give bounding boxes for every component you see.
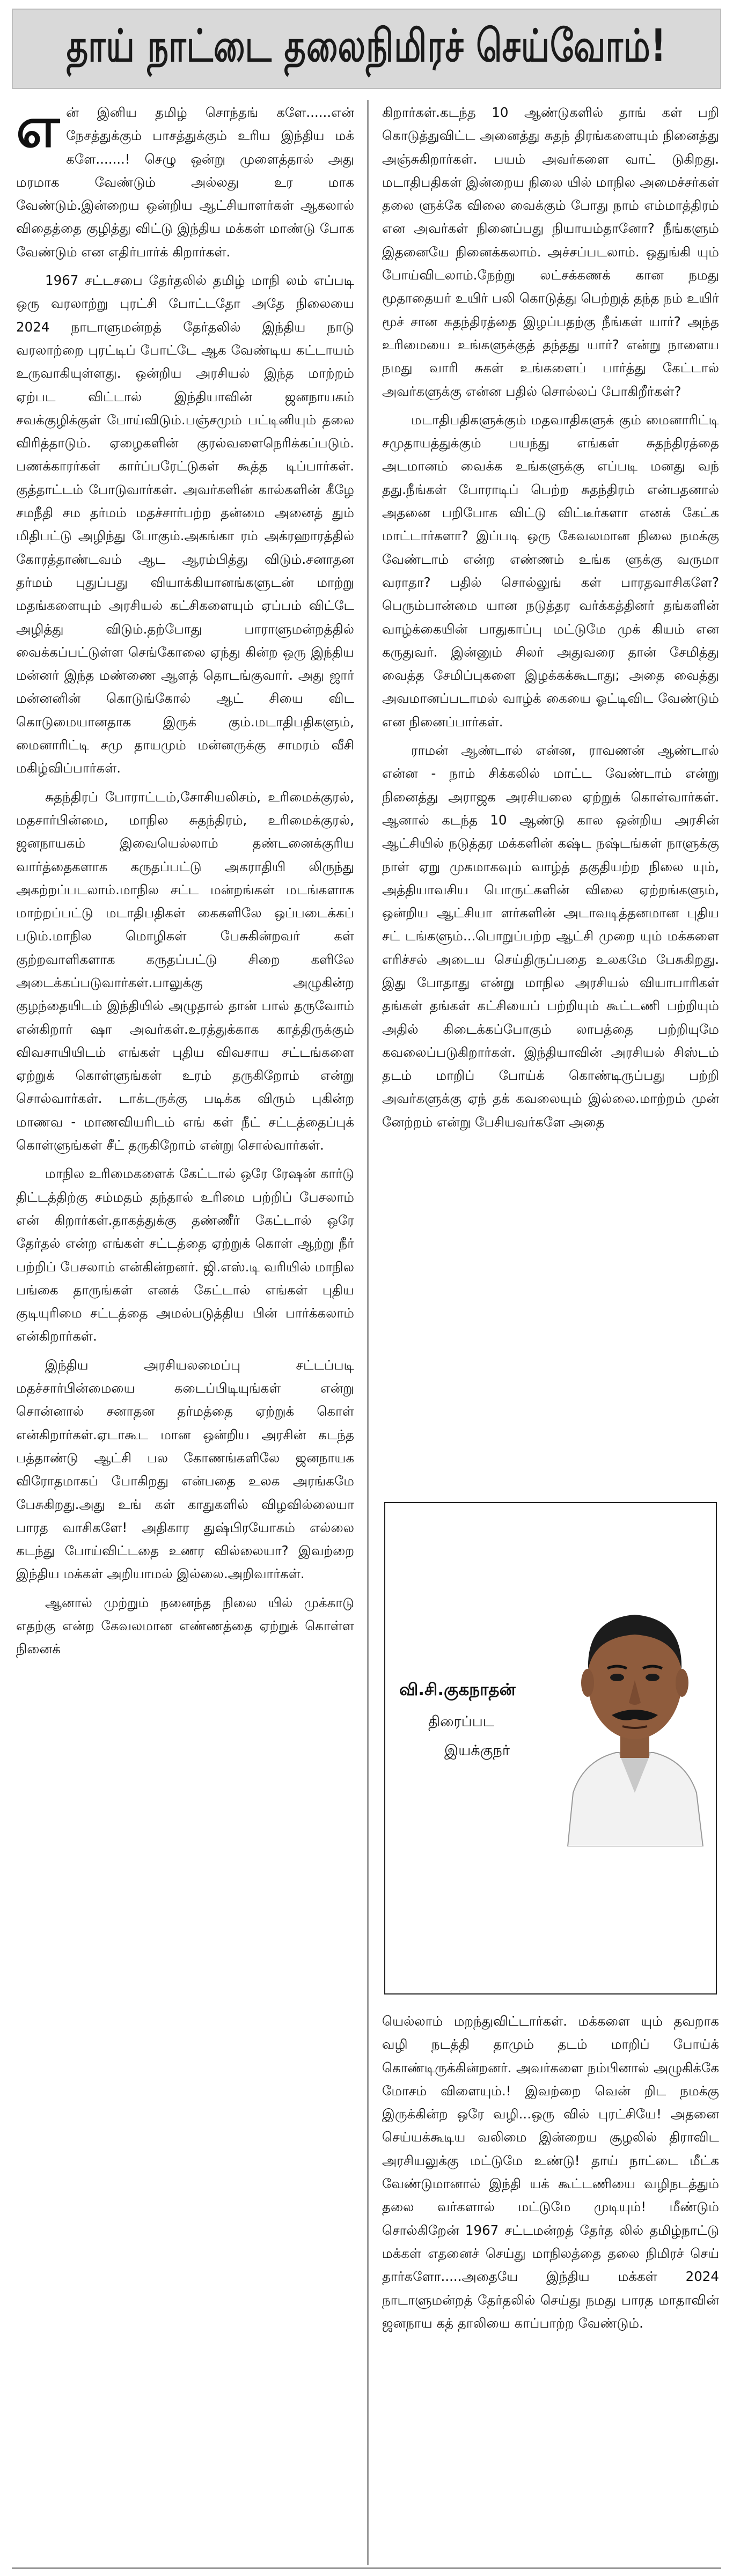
article-paragraph: 1967 சட்டசபை தேர்தலில் தமிழ் மாநி லம் எப்படி ஒரு வரலாற்று புரட்சி போட்டதோ அதே நிலையை 2024 நாடாளுமன்றத் தேர்தலில் இந்திய நாடு வரலாற்றை புரட்டிப் போட்டே ஆக வேண்டிய கட்டாயம் உருவாகியுள்ளது. ஒன்றிய அரசியல் இந்த மாற்றம் ஏற்பட விட்டால் இந்தியாவின் ஜனநாயகம் சவக்குழிக்குள் போய்விடும்.பஞ்சமும் பட்டினியும் தலை விரித்தாடும். ஏழைகளின் குரல்வளைநெரிக்கப்படும். பணக்காரர்கள் கார்ப்பரேட்டுகள் கூத்த டிப்பார்கள். குத்தாட்டம் போடுவார்கள். அவர்களின் கால்களின் கீழே சமநீதி சம தர்மம் மதச்சார்பற்ற தன்மை அனைத் தும் மிதிபட்டு அழிந்து போகும்.அகங்கா ரம் அக்ரஹாரத்தில் கோரத்தாண்டவம் ஆட ஆரம்பித்து விடும்.சனாதன தர்மம் புதுப்பது வியாக்கியானங்களுடன் மாற்று மதங்களையும் அரசியல் கட்சிகளையும் ஏப்பம் விட்டே அழித்து விடும்.தற்போது பாராளுமன்றத்தில் வைக்கப்பட்டுள்ள செங்கோலை ஏந்து கின்ற ஒரு இந்திய மன்னர் இந்த மண்ணை ஆளத் தொடங்குவார். அது ஜார் மன்னனின் கொடுங்கோல் ஆட் சியை விட கொடுமையானதாக இருக் கும்.மடாதிபதிகளும், மைனாரிட்டி சமு தாயமும் மன்னருக்கு சாமரம் வீசி மகிழ்விப்பார்கள். bbox=[16, 273, 354, 776]
article-right-column-continued bbox=[382, 2010, 719, 2562]
drop-cap: எ bbox=[16, 94, 60, 160]
author-role: திரைப்பட bbox=[428, 1713, 495, 1730]
author-role-line2: இயக்குநர் bbox=[444, 1742, 510, 1759]
article-paragraph: இந்திய அரசியலமைப்பு சட்டப்படி மதச்சார்பின்மையை கடைப்பிடியுங்கள் என்று சொன்னால் சனாதன தர்மத்தை ஏற்றுக் கொள் என்கிறார்கள்.ஏடாகூட மான ஒன்றிய அரசின் கடந்த பத்தாண்டு ஆட்சி பல கோணங்களிலே ஜனநாயக விரோதமாகப் போகிறது என்பதை உலக அரங்கமே பேசுகிறது.அது உங் கள் காதுகளில் விழவில்லையா பாரத வாசிகளே! அதிகார துஷ்பிரயோகம் எல்லை கடந்து போய்விட்டதை உணர வில்லையா? இவற்றை இந்திய மக்கள் அறியாமல் இல்லை.அறிவார்கள். bbox=[16, 1357, 354, 1582]
article-paragraph: மடாதிபதிகளுக்கும் மதவாதிகளுக் கும் மைனாரிட்டி சமுதாயத்துக்கும் பயந்து எங்கள் சுதந்திரத்தை அடமானம் வைக்க உங்களுக்கு எப்படி மனது வந் தது.நீங்கள் போராடிப் பெற்ற சுதந்திரம் என்பதனால் அதனை பறிபோக விட்டு விட்டீர்களா எனக் கேட்க மாட்டார்களா? இப்படி ஒரு கேவலமான நிலை நமக்கு வேண்டாம் என்ற எண்ணம் உங்க ளுக்கு வருமா வராதா? பதில் சொல்லுங் கள் பாரதவாசிகளே? பெரும்பான்மை யான நடுத்தர வர்க்கத்தினர் தங்களின் வாழ்க்கையின் பாதுகாப்பு மட்டுமே முக் கியம் என கருதுவர். இன்னும் சிலர் அதுவரை தான் சேமித்து வைத்த சேமிப்புகளை இழக்கக்கூடாது; அதை வைத்து அவமானப்படாமல் வாழ்க் கையை ஓட்டிவிட வேண்டும் என நினைப்பார்கள். bbox=[382, 411, 719, 730]
article-paragraph: ஆனால் முற்றும் நனைந்த நிலை யில் முக்காடு எதற்கு என்ற கேவலமான எண்ணத்தை ஏற்றுக் கொள்ள நினைக் bbox=[16, 1594, 354, 1657]
author-name: வி.சி.குகநாதன் bbox=[399, 1680, 516, 1699]
paragraph-text: ன் இனிய தமிழ் சொந்தங் களே......என் நேசத்துக்கும் பாசத்துக்கும் உரிய இந்திய மக் களே.......! செழு ஒன்று முளைத்தால் அது மரமாக வேண்டும் அல்லது உர மாக வேண்டும்.இன்றைய ஒன்றிய ஆட்சியாளர்கள் ஆகலால் விதைத்தை குழித்து விட்டு இந்திய மக்கள் மாண்டு போக வேண்டும் என எதிர்பார்க் கிறார்கள். bbox=[16, 105, 354, 260]
author-box bbox=[384, 1502, 717, 1994]
article-paragraph: ராமன் ஆண்டால் என்ன, ராவணன் ஆண்டால் என்ன - நாம் சிக்கலில் மாட்ட வேண்டாம் என்று நினைத்து அராஜக அரசியலை ஏற்றுக் கொள்வார்கள். ஆனால் கடந்த 10 ஆண்டு கால ஒன்றிய அரசின் ஆட்சியில் நடுத்தர மக்களின் கஷ்ட நஷ்டங்கள் நாளுக்கு நாள் ஏறு முகமாகவும் வாழ்த் தகுதியற்ற நிலை யும், அத்தியாவசிய பொருட்களின் விலை ஏற்றங்களும், ஒன்றிய ஆட்சியா ளர்களின் அடாவடித்தனமான புதிய சட் டங்களும்...பொறுப்பற்ற ஆட்சி முறை யும் மக்களை எரிச்சல் அடைய செய்திருப்பதை உலகமே பேசுகிறது. இது போதாது என்று மாநில அரசியல் வியாபாரிகள் தங்கள் தங்கள் கட்சியைப் பற்றியும் கூட்டணி பற்றியும் அதில் கிடைக்கப்போகும் லாபத்தை பற்றியுமே கவலைப்படுகிறார்கள். இந்தியாவின் அரசியல் சிஸ்டம் தடம் மாறிப் போய்க் கொண்டிருப்பது பற்றி அவர்களுக்கு ஏந் தக் கவலையும் இல்லை.மாற்றம் முன் னேற்றம் என்று பேசியவர்களே அதை bbox=[382, 742, 719, 1130]
article-paragraph: கிறார்கள்.கடந்த 10 ஆண்டுகளில் தாங் கள் பறி கொடுத்துவிட்ட அனைத்து சுதந் திரங்களையும் நினைத்து அஞ்சுகிறார்கள். பயம் அவர்களை வாட் டுகிறது. மடாதிபதிகள் இன்றைய நிலை யில் மாநில அமைச்சர்கள் தலை ளுக்கே விலை வைக்கும் போது நாம் எம்மாத்திரம் என அவர்கள் நினைப்பது நியாயம்தானோ? நீங்களும் இதனையே நினைக்கலாம். அச்சப்படலாம். ஒதுங்கி யும் போய்விடலாம்.நேற்று லட்சக்கணக் கான நமது மூதாதையர் உயிர் பலி கொடுத்து பெற்றுத் தந்த நம் உயிர் மூச் சான சுதந்திரத்தை இழப்பதற்கு நீங்கள் யார்? அந்த உரிமையை உங்களுக்குத் தந்தது யார்? என்று நாளைய நமது வாரி சுகள் உங்களைப் பார்த்து கேட்டால் அவர்களுக்கு என்ன பதில் சொல்லப் போகிறீர்கள்? bbox=[382, 105, 719, 399]
bottom-rule bbox=[12, 2567, 721, 2569]
article-paragraph bbox=[16, 94, 354, 263]
article-paragraph: சுதந்திரப் போராட்டம்,சோசியலிசம், உரிமைக்குரல், மதசார்பின்மை, மாநில சுதந்திரம், உரிமைக்குரல், ஜனநாயகம் இவையெல்லாம் தண்டனைக்குரிய வார்த்தைகளாக கருதப்பட்டு அகராதியி லிருந்து அகற்றப்படலாம்.மாநில சட்ட மன்றங்கள் மடங்களாக மாற்றப்பட்டு மடாதிபதிகள் கைகளிலே ஒப்படைக்கப் படும்.மாநில மொழிகள் பேசுகின்றவர் கள் குற்றவாளிகளாக கருதப்பட்டு சிறை களிலே அடைக்கப்படுவார்கள்.பாலுக்கு அழுகின்ற குழந்தையிடம் இந்தியில் அழுதால் தான் பால் தருவோம் என்கிறார் ஷா அவர்கள்.உரத்துக்காக காத்திருக்கும் விவசாயியிடம் எங்கள் புதிய விவசாய சட்டங்களை ஏற்றுக் கொள்ளுங்கள் உரம் தருகிறோம் என்று சொல்வார்கள். டாக்டருக்கு படிக்க விரும் புகின்ற மாணவ - மாணவியரிடம் எங் கள் நீட் சட்டத்தைப்புக் கொள்ளுங்கள் சீட் தருகிறோம் என்று சொல்வார்கள். bbox=[16, 789, 354, 1153]
article-paragraph: மாநில உரிமைகளைக் கேட்டால் ஒரே ரேஷன் கார்டு திட்டத்திற்கு சம்மதம் தந்தால் உரிமை பற்றிப் பேசலாம் என் கிறார்கள்.தாகத்துக்கு தண்ணீர் கேட்டால் ஒரே தேர்தல் என்ற எங்கள் சட்டத்தை ஏற்றுக் கொள் ஆற்று நீர் பற்றிப் பேசலாம் என்கின்றனர். ஜி.எஸ்.டி வரியில் மாநில பங்கை தாருங்கள் எனக் கேட்டால் எங்கள் புதிய குடியுரிமை சட்டத்தை அமல்படுத்திய பின் பார்க்கலாம் என்கிறார்கள். bbox=[16, 1166, 354, 1344]
headline: தாய் நாட்டை தலைநிமிரச் செய்வோம்! bbox=[66, 19, 667, 72]
column-divider bbox=[367, 100, 369, 2565]
headline-banner bbox=[12, 9, 721, 89]
article-paragraph: யெல்லாம் மறந்துவிட்டார்கள். மக்களை யும் தவறாக வழி நடத்தி தாமும் தடம் மாறிப் போய்க் கொண்டிருக்கின்றனர். அவர்களை நம்பினால் அழுகிக்கே மோசம் விளையும்.! இவற்றை வென் றிட நமக்கு இருக்கின்ற ஒரே வழி...ஒரு வில் புரட்சியே! அதனை செய்யக்கூடிய வலிமை இன்றைய சூழலில் திராவிட அரசியலுக்கு மட்டுமே உண்டு! தாய் நாட்டை மீட்க வேண்டுமானால் இந்தி யக் கூட்டணியை வழிநடத்தும் தலை வர்களால் மட்டுமே முடியும்! மீண்டும் சொல்கிறேன் 1967 சட்டமன்றத் தேர்த லில் தமிழ்நாட்டு மக்கள் எதனைச் செய்து மாநிலத்தை தலை நிமிரச் செய் தார்களோ.....அதையே இந்திய மக்கள் 2024 நாடாளுமன்றத் தேர்தலில் செய்து நமது பாரத மாதாவின் ஜனநாய கத் தாலியை காப்பாற்ற வேண்டும். bbox=[382, 2013, 719, 2331]
article-right-column bbox=[382, 101, 719, 1490]
article-left-column bbox=[16, 94, 354, 2547]
author-portrait bbox=[562, 1567, 707, 1846]
